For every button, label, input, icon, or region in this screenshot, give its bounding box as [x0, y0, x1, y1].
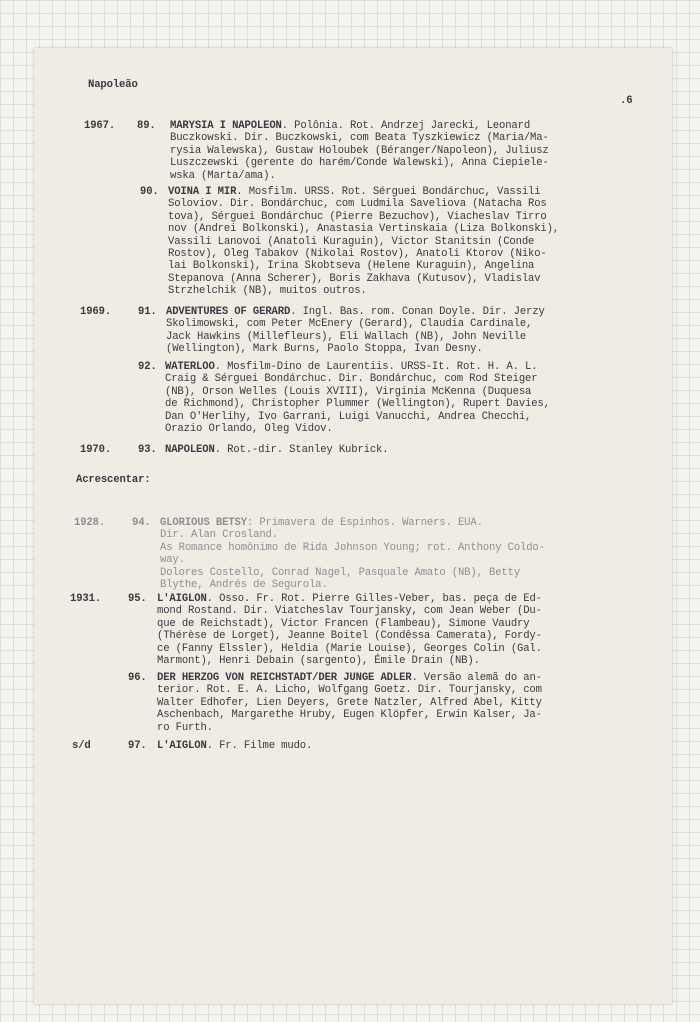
entry-line: Vassili Lanovoi (Anatoli Kuraguin), Victor Stanitsin (Conde	[168, 235, 535, 248]
entry-number: 95.	[128, 593, 147, 605]
entry-line: Dir. Alan Crosland.	[160, 529, 278, 542]
entry-number: 97.	[128, 740, 147, 752]
entry-number: 90.	[140, 186, 159, 198]
section-heading: Acrescentar:	[76, 474, 151, 486]
entry-line: mond Rostand. Dir. Viatcheslav Tourjansky, com Jean Weber (Du-	[157, 605, 542, 618]
entry-line: . Mosfilm. URSS. Rot. Sérguei Bondárchuc, Vassili	[236, 186, 541, 198]
film-title: L'AIGLON	[157, 593, 207, 605]
entry-number: 89.	[137, 120, 156, 132]
entry-line: Dolores Costello, Conrad Nagel, Pasquale Amato (NB), Betty	[160, 566, 521, 579]
film-title: L'AIGLON	[157, 740, 207, 752]
entry-line: Buczkowski. Dir. Buczkowski, com Beata Tyszkiewicz (Maria/Ma-	[170, 132, 549, 145]
film-title: GLORIOUS BETSY	[160, 517, 247, 529]
entry-year: 1969.	[80, 306, 112, 318]
entry-line: Marmont), Henri Debain (sargento), Émile Drain (NB).	[157, 655, 480, 668]
entry-line: Rostov), Oleg Tabakov (Nikolai Rostov), Anatoli Ktorov (Niko-	[168, 248, 547, 261]
entry-line: . Versão alemã do an-	[411, 672, 542, 684]
entry-line: ce (Fanny Elssler), Heldia (Marie Louise), Georges Colin (Gal.	[157, 642, 542, 655]
entry-line: Skolimowski, com Peter McEnery (Gerard), Claudia Cardinale,	[166, 318, 533, 331]
entry-number: 92.	[138, 361, 157, 373]
entry-line: way.	[160, 554, 185, 567]
entry-line: de Richmond), Christopher Plummer (Wellington), Rupert Davies,	[165, 398, 550, 411]
entry-year: s/d	[72, 740, 91, 752]
entry-line: Craig & Sérguei Bondárchuc. Dir. Bondárchuc, com Rod Steiger	[165, 373, 538, 386]
entry-text	[157, 672, 542, 734]
entry-line: tova), Sérguei Bondárchuc (Pierre Bezuchov), Viacheslav Tirro	[168, 210, 547, 223]
entry-line: wska (Marta/ama).	[170, 169, 276, 182]
entry-year: 1928.	[74, 517, 106, 529]
entry-line: Strzhelchik (NB), muitos outros.	[168, 285, 367, 298]
film-title: MARYSIA I NAPOLEON	[170, 120, 282, 132]
entry-line: Aschenbach, Margarethe Hruby, Eugen Klöpfer, Erwin Kalser, Ja-	[157, 709, 542, 722]
entry-line: rysia Walewska), Gustaw Holoubek (Béranger/Napoleon), Juliusz	[170, 144, 549, 157]
entry-line: . Rot.-dir. Stanley Kubrick.	[214, 444, 389, 456]
entry-line: (NB), Orson Welles (Louis XVIII), Virginia McKenna (Duquesa	[165, 385, 532, 398]
entry-line: terior. Rot. E. A. Licho, Wolfgang Goetz. Dir. Tourjansky, com	[157, 684, 542, 697]
page-number: .6	[620, 95, 633, 107]
entry-text	[157, 740, 312, 752]
entry-line: nov (Andrei Bolkonski), Anastasia Vertinskaia (Liza Bolkonski),	[168, 223, 560, 236]
entry-line: . Osso. Fr. Rot. Pierre Gilles-Veber, bas. peça de Ed-	[206, 593, 542, 605]
entry-text	[160, 517, 545, 591]
entry-line: Soloviov. Dir. Bondárchuc, com Ludmila Saveliova (Natacha Ros	[168, 198, 547, 211]
header-title: Napoleão	[88, 79, 138, 91]
entry-line: : Primavera de Espinhos. Warners. EUA.	[246, 517, 483, 529]
film-title: DER HERZOG VON REICHSTADT/DER JUNGE ADLER	[157, 672, 412, 684]
entry-text	[165, 444, 388, 456]
entry-line: (Thérèse de Lorget), Jeanne Boitel (Condêssa Camerata), Fordy-	[157, 630, 542, 643]
entry-line: Stepanova (Anna Scherer), Boris Zakhava (Kutusov), Vladislav	[168, 272, 541, 285]
entry-line: ro Furth.	[157, 721, 213, 734]
film-title: WATERLOO	[165, 361, 215, 373]
entry-year: 1931.	[70, 593, 102, 605]
entry-line: (Wellington), Mark Burns, Paolo Stoppa, Ivan Desny.	[166, 343, 483, 356]
entry-line: Luszczewski (gerente do harém/Conde Walewski), Anna Ciepiele-	[170, 157, 549, 170]
entry-number: 91.	[138, 306, 157, 318]
entry-line: As Romance homônimo de Rida Johnson Young; rot. Anthony Coldo-	[160, 541, 545, 554]
entry-text	[165, 361, 550, 435]
film-title: NAPOLEON	[165, 444, 215, 456]
entry-line: . Polônia. Rot. Andrzej Jarecki, Leonard	[281, 120, 531, 132]
film-title: ADVENTURES OF GERARD	[166, 306, 291, 318]
entry-number: 96.	[128, 672, 147, 684]
entry-line: Jack Hawkins (Millefleurs), Eli Wallach (NB), John Neville	[166, 330, 527, 343]
entry-line: Dan O'Herlihy, Ivo Garrani, Luigi Vanucchi, Andrea Checchi,	[165, 410, 532, 423]
entry-text	[168, 186, 559, 298]
entry-line: que de Reichstadt), Victor Francen (Flambeau), Simone Vaudry	[157, 617, 530, 630]
entry-number: 94.	[132, 517, 151, 529]
entry-line: Orazio Orlando, Oleg Vidov.	[165, 423, 333, 436]
film-title: VOINA I MIR	[168, 186, 237, 198]
entry-line: Walter Edhofer, Lien Deyers, Grete Natzler, Alfred Abel, Kitty	[157, 696, 542, 709]
entry-line: . Mosfilm-Dino de Laurentiis. URSS-It. Rot. H. A. L.	[214, 361, 538, 373]
entry-text	[166, 306, 545, 356]
entry-text	[157, 593, 542, 667]
entry-line: . Fr. Filme mudo.	[206, 740, 313, 752]
entry-line: . Ingl. Bas. rom. Conan Doyle. Dir. Jerzy	[290, 306, 545, 318]
document-page	[34, 48, 672, 1004]
entry-year: 1970.	[80, 444, 112, 456]
entry-year: 1967.	[84, 120, 116, 132]
entry-line: Blythe, Andrés de Segurola.	[160, 579, 328, 592]
entry-number: 93.	[138, 444, 157, 456]
entry-line: lai Bolkonski), Irina Skobtseva (Helene Kuraguin), Angelina	[168, 260, 535, 273]
entry-text	[170, 120, 549, 182]
